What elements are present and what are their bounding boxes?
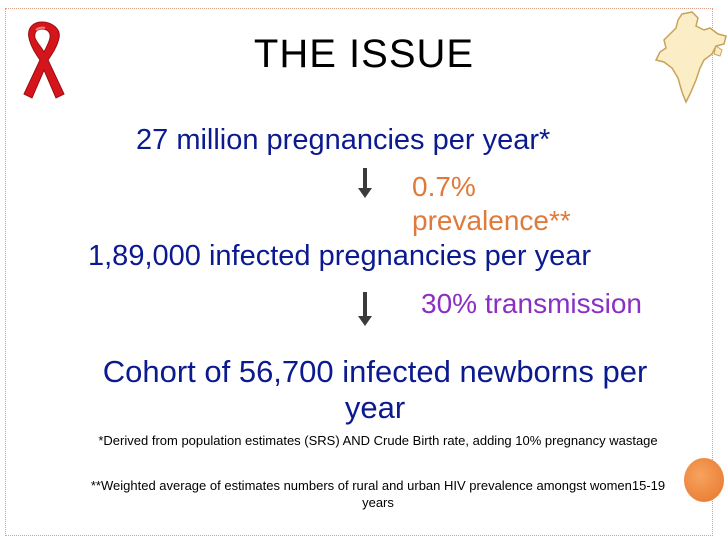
prevalence-rate-text: 0.7% prevalence** <box>412 171 571 236</box>
transmission-rate-text: 30% transmission <box>421 288 642 319</box>
pregnancies-per-year-text: 27 million pregnancies per year* <box>136 124 551 156</box>
infected-pregnancies-text: 1,89,000 infected pregnancies per year <box>88 240 592 272</box>
footnote-pregnancy-estimate: *Derived from population estimates (SRS) AND Crude Birth rate, adding 10% pregnancy wastage <box>98 433 658 448</box>
footnote-hiv-prevalence: **Weighted average of estimates numbers of rural and urban HIV prevalence amongst women15-19 years <box>90 478 666 510</box>
slide-title: THE ISSUE <box>253 32 475 76</box>
infected-newborns-cohort-text: Cohort of 56,700 infected newborns per year <box>102 354 648 425</box>
down-arrow-icon <box>358 292 372 326</box>
orange-circle-decoration <box>684 458 724 502</box>
down-arrow-icon <box>358 168 372 198</box>
